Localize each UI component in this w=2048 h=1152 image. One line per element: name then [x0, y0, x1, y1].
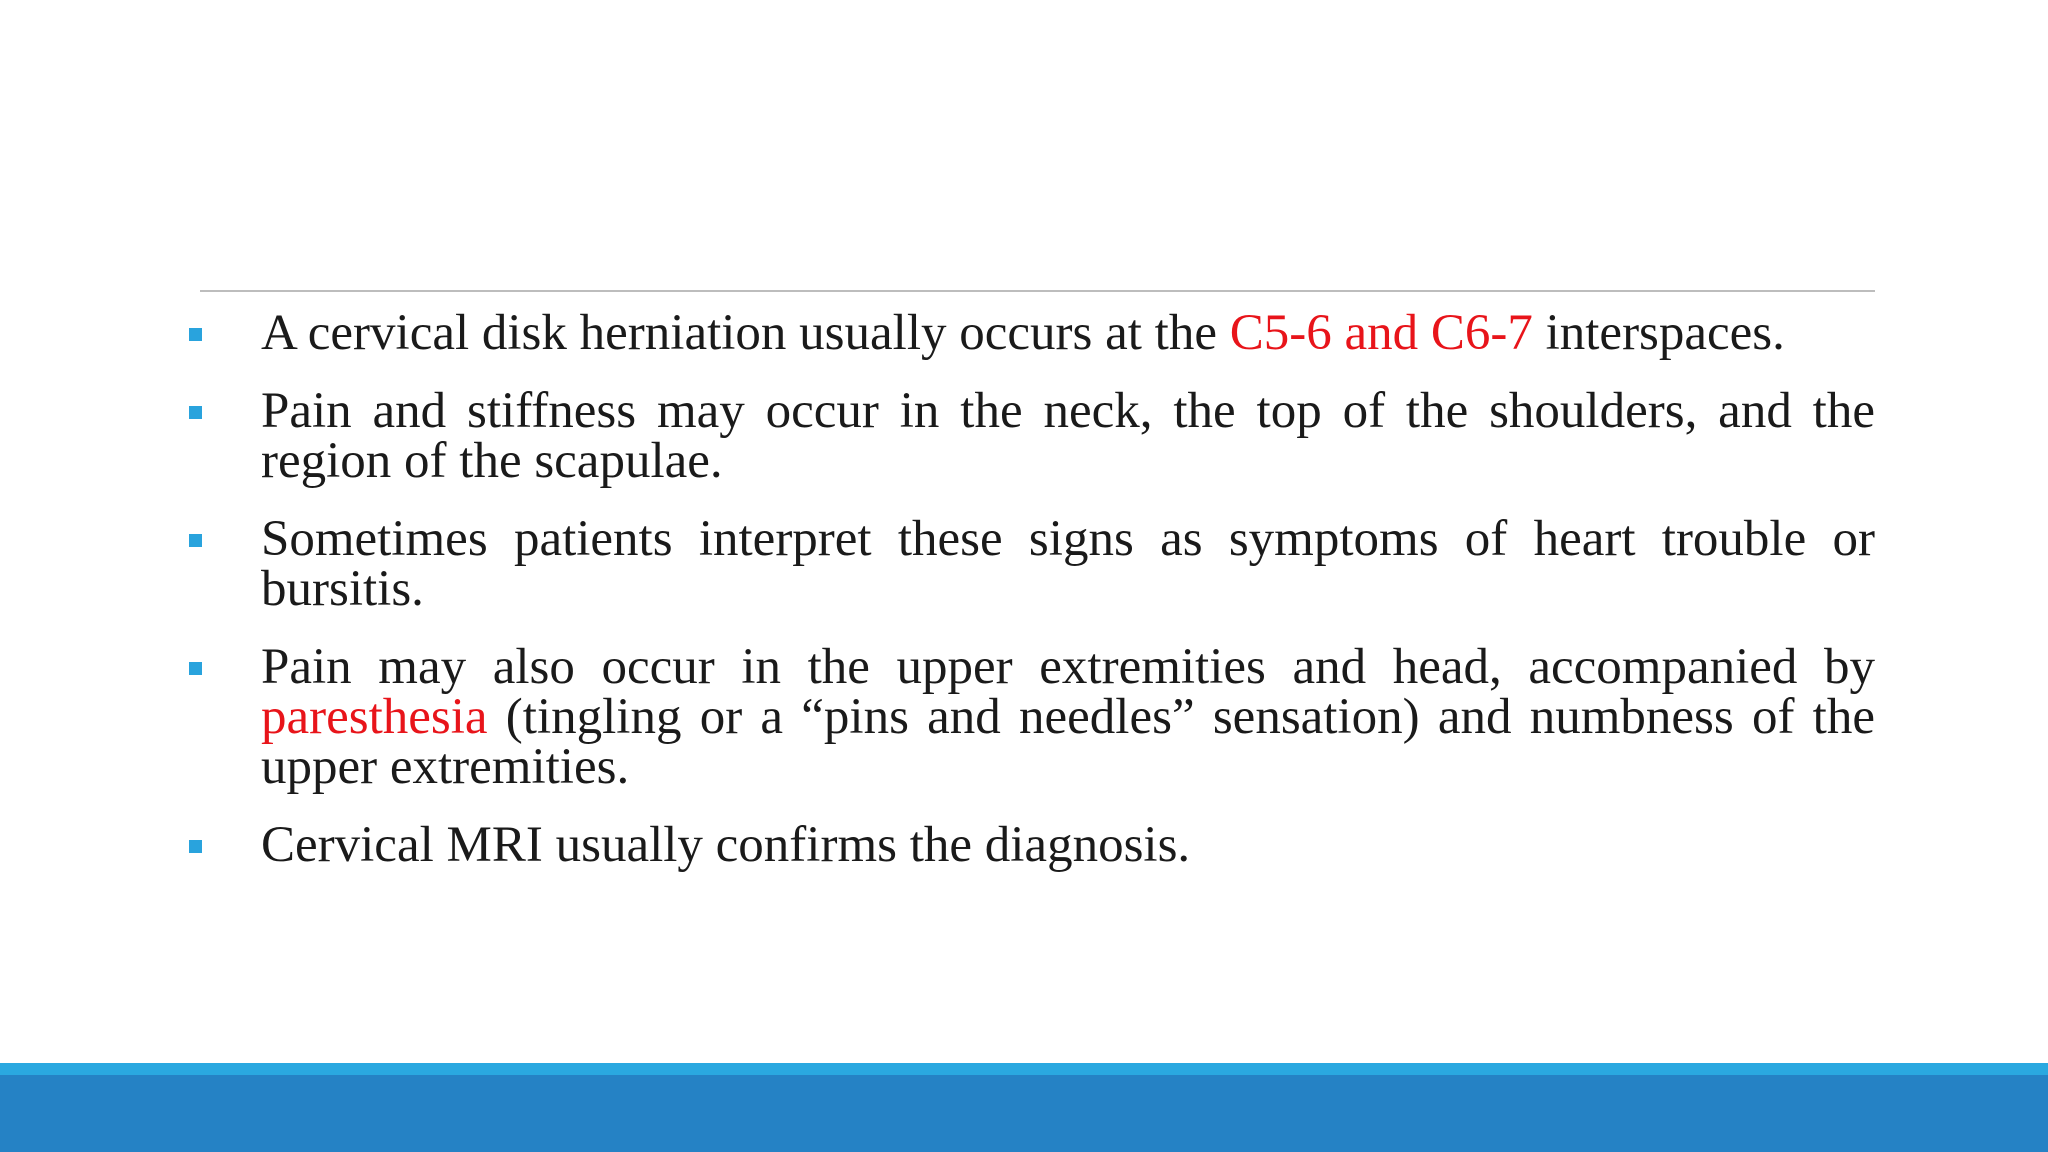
bullet-text [261, 639, 1875, 795]
bullet-item-2 [185, 383, 1875, 489]
square-bullet-icon [189, 662, 202, 675]
bullet-text-segment: interspaces. [1532, 305, 1785, 361]
bullet-list [185, 305, 1875, 898]
bullet-item-3 [185, 511, 1875, 617]
bullet-text: Cervical MRI usually confirms the diagnosis. [261, 817, 1191, 873]
bullet-item-4 [185, 639, 1875, 795]
bullet-text-segment: A cervical disk herniation usually occurs at the [261, 305, 1230, 361]
bullet-text: Sometimes patients interpret these signs as symptoms of heart trouble or bursitis. [261, 511, 1875, 617]
highlighted-term: C5-6 and C6-7 [1229, 305, 1533, 361]
footer-band-dark [0, 1075, 2048, 1152]
bullet-text: Pain and stiffness may occur in the neck, the top of the shoulders, and the region of the scapulae. [261, 383, 1875, 489]
square-bullet-icon [189, 406, 202, 419]
bullet-text [261, 305, 1875, 361]
square-bullet-icon [189, 328, 202, 341]
square-bullet-icon [189, 534, 202, 547]
bullet-item-5 [185, 817, 1875, 873]
bullet-text-segment: (tingling or a “pins and needles” sensation) and numbness of the upper extremities. [261, 689, 1875, 795]
footer-band-light [0, 1063, 2048, 1075]
title-divider [200, 290, 1875, 292]
square-bullet-icon [189, 840, 202, 853]
highlighted-term: paresthesia [261, 689, 488, 745]
bullet-text-segment: Pain may also occur in the upper extremities and head, accompanied by [261, 639, 1875, 695]
bullet-item-1 [185, 305, 1875, 361]
